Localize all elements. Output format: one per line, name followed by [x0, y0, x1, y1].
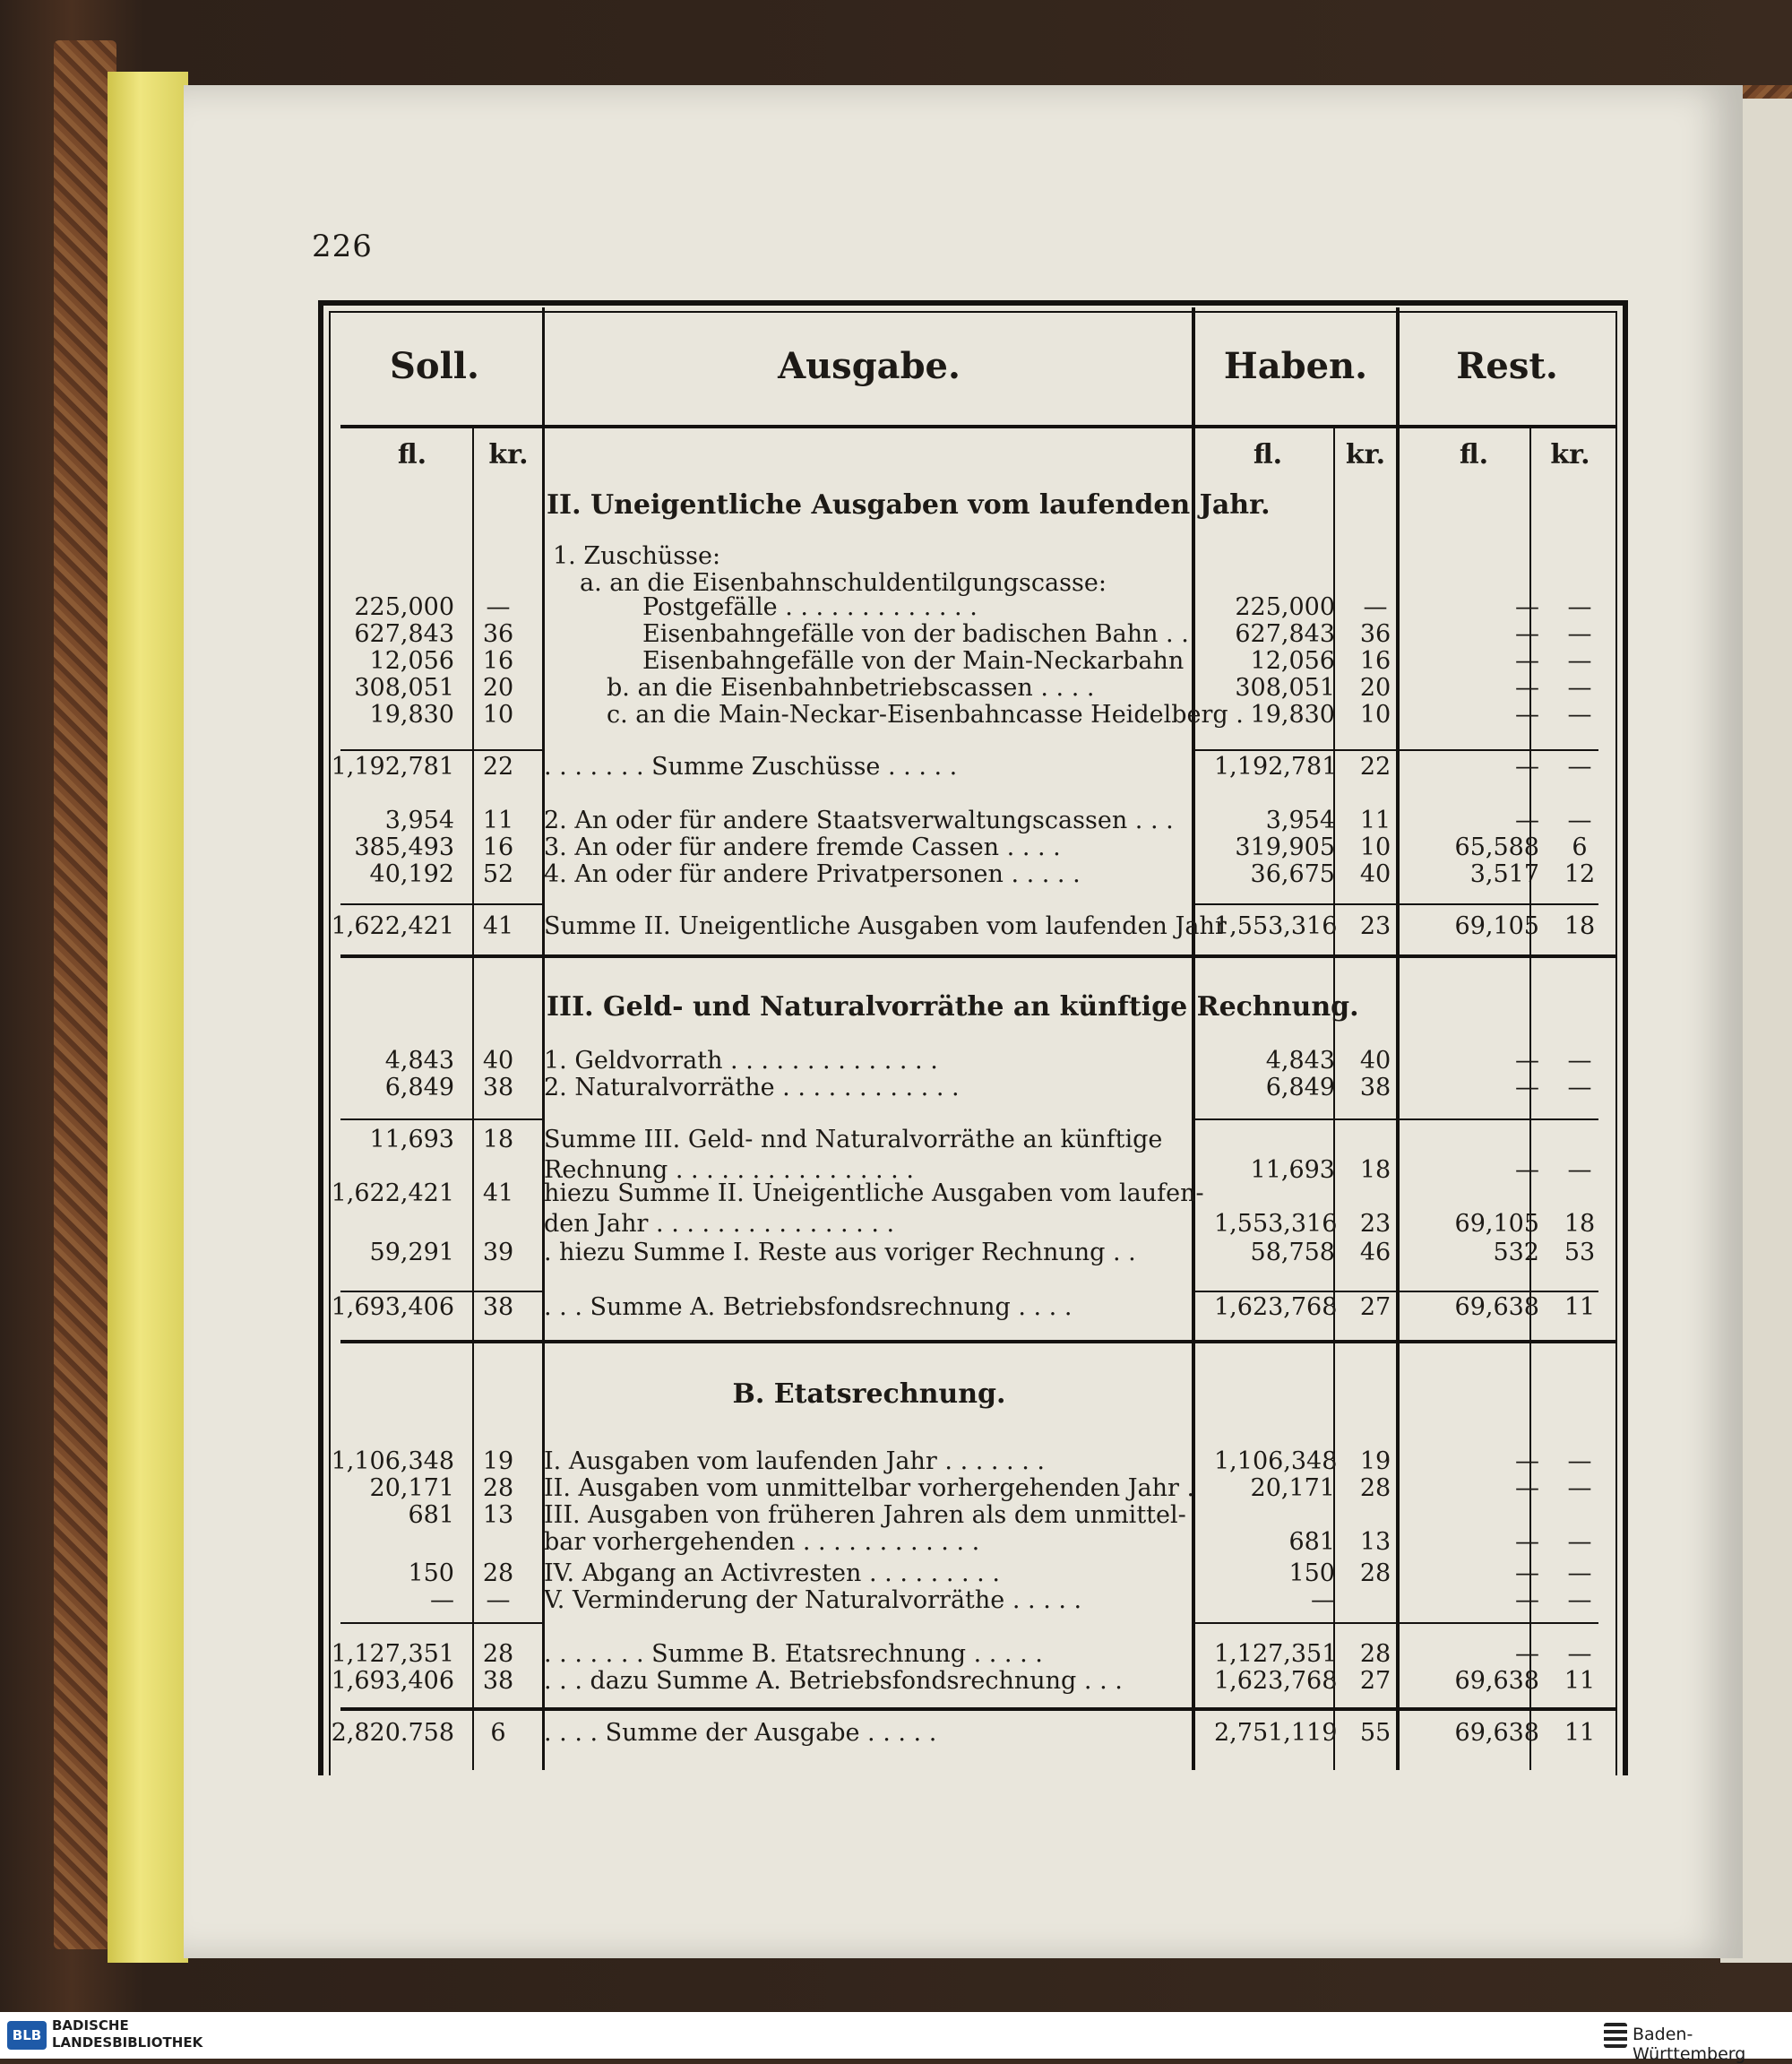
cell-soll-kr: 52 — [482, 860, 514, 888]
cell-soll-fl: 40,192 — [369, 860, 454, 888]
cell-rest-fl: — — [1515, 620, 1539, 648]
cell-row-description: I. Ausgaben vom laufenden Jahr . . . . . . . — [544, 1447, 1045, 1475]
cell-rest-kr: — — [1567, 753, 1592, 781]
cell-soll-fl: 1,622,421 — [331, 912, 454, 940]
cell-row-description: 1. Geldvorrath . . . . . . . . . . . . . . — [544, 1047, 938, 1075]
cell-soll-kr: 13 — [482, 1501, 514, 1529]
table-row — [318, 1447, 1626, 1476]
section-heading: B. Etatsrechnung. — [732, 1378, 1006, 1410]
cell-haben-fl: 20,171 — [1250, 1474, 1335, 1502]
cell-soll-kr: 36 — [482, 620, 514, 648]
cell-haben-fl: 12,056 — [1250, 647, 1335, 675]
cell-haben-fl: 4,843 — [1265, 1047, 1335, 1075]
cell-haben-fl: 1,553,316 — [1214, 1210, 1338, 1238]
cell-rest-fl: 532 — [1493, 1239, 1539, 1266]
cell-haben-fl: — — [1311, 1586, 1335, 1614]
table-row — [318, 1501, 1626, 1530]
cell-rest-fl: — — [1515, 1447, 1539, 1475]
cell-soll-kr: 39 — [482, 1239, 514, 1266]
cell-soll-fl: 1,192,781 — [331, 753, 454, 781]
cell-rest-kr: 11 — [1564, 1667, 1596, 1695]
cell-soll-kr: 28 — [482, 1474, 514, 1502]
cell-haben-kr: 28 — [1359, 1474, 1391, 1502]
cell-haben-kr: 16 — [1359, 647, 1391, 675]
header-rule — [340, 425, 1617, 428]
cell-haben-kr: 11 — [1359, 807, 1391, 834]
cell-row-description: Postgefälle . . . . . . . . . . . . . — [642, 593, 978, 621]
cell-row-description: 2. An oder für andere Staatsverwaltungscassen . . . — [544, 807, 1174, 834]
cell-soll-fl: 6,849 — [384, 1074, 454, 1101]
cell-soll-fl: 627,843 — [354, 620, 454, 648]
cell-haben-fl: 1,106,348 — [1214, 1447, 1338, 1475]
cell-haben-fl: 681 — [1288, 1528, 1335, 1556]
cell-haben-kr: 23 — [1359, 1210, 1391, 1238]
header-rest: Rest. — [1456, 345, 1558, 387]
cell-soll-kr: 38 — [482, 1667, 514, 1695]
cell-soll-fl: 19,830 — [369, 701, 454, 729]
header-rest-fl: fl. — [1459, 439, 1489, 471]
rule — [340, 903, 542, 905]
cell-haben-kr: 28 — [1359, 1640, 1391, 1668]
cell-row-description: IV. Abgang an Activresten . . . . . . . . . — [544, 1559, 1000, 1587]
cell-rest-fl: 3,517 — [1469, 860, 1539, 888]
header-soll-fl: fl. — [397, 439, 427, 471]
cell-rest-kr: 12 — [1564, 860, 1596, 888]
cell-soll-kr: 22 — [482, 753, 514, 781]
cell-rest-fl: 69,638 — [1454, 1667, 1539, 1695]
cell-soll-fl: — — [430, 1586, 454, 1614]
table-row — [318, 1640, 1626, 1669]
rule — [340, 954, 1617, 958]
cell-rest-kr: — — [1567, 1074, 1592, 1101]
cell-rest-fl: — — [1515, 1586, 1539, 1614]
header-haben: Haben. — [1223, 345, 1368, 387]
header-ausgabe: Ausgabe. — [778, 345, 961, 387]
cell-soll-fl: 1,127,351 — [331, 1640, 454, 1668]
cell-rest-kr: — — [1567, 1474, 1592, 1502]
cell-haben-fl: 225,000 — [1235, 593, 1335, 621]
cell-rest-kr: 11 — [1564, 1719, 1596, 1747]
blb-library-name — [52, 2017, 202, 2051]
cell-haben-fl: 1,623,768 — [1214, 1293, 1338, 1321]
table-row — [318, 1179, 1626, 1208]
cell-soll-kr: 20 — [482, 674, 514, 702]
blb-name-line-2: LANDESBIBLIOTHEK — [52, 2034, 203, 2051]
cell-soll-kr: 38 — [482, 1074, 514, 1101]
cell-rest-fl: — — [1515, 674, 1539, 702]
cell-rest-fl: — — [1515, 1528, 1539, 1556]
cell-row-description: Eisenbahngefälle von der badischen Bahn . . — [642, 620, 1189, 648]
cell-haben-fl: 11,693 — [1250, 1156, 1335, 1184]
cell-haben-fl: 19,830 — [1250, 701, 1335, 729]
table-row — [318, 912, 1626, 941]
cell-haben-kr: 23 — [1359, 912, 1391, 940]
cell-row-description: b. an die Eisenbahnbetriebscassen . . . . — [607, 674, 1095, 702]
table-row — [318, 620, 1626, 649]
cell-rest-kr: 11 — [1564, 1293, 1596, 1321]
table-row — [318, 1210, 1626, 1239]
cell-soll-kr: 41 — [482, 912, 514, 940]
cell-soll-kr: 28 — [482, 1559, 514, 1587]
table-row — [318, 1126, 1626, 1154]
rule — [340, 1622, 542, 1624]
cell-rest-fl: — — [1515, 1047, 1539, 1075]
cell-soll-kr: 16 — [482, 647, 514, 675]
rule — [1195, 1118, 1598, 1120]
cell-row-description: hiezu Summe II. Uneigentliche Ausgaben vom laufen- — [544, 1179, 1204, 1207]
table-row — [318, 1559, 1626, 1588]
cell-haben-kr: 27 — [1359, 1293, 1391, 1321]
cell-soll-fl: 20,171 — [369, 1474, 454, 1502]
rule — [340, 1118, 542, 1120]
cell-soll-kr: 40 — [482, 1047, 514, 1075]
cell-soll-kr: — — [486, 593, 511, 621]
rule — [1195, 1622, 1598, 1624]
table-row — [318, 1047, 1626, 1075]
table-row — [318, 593, 1626, 622]
cell-soll-fl: 3,954 — [384, 807, 454, 834]
cell-rest-kr: — — [1567, 1156, 1592, 1184]
cell-haben-kr: 10 — [1359, 833, 1391, 861]
section-heading-row — [318, 491, 1626, 520]
cell-haben-fl: 319,905 — [1235, 833, 1335, 861]
table-row — [318, 674, 1626, 703]
cell-haben-fl: 58,758 — [1250, 1239, 1335, 1266]
cell-row-description: . . . Summe A. Betriebsfondsrechnung . . . . — [544, 1293, 1073, 1321]
cell-rest-fl: — — [1515, 1640, 1539, 1668]
cell-rest-kr: — — [1567, 593, 1592, 621]
footer-bar — [0, 2012, 1792, 2064]
table-row — [318, 647, 1626, 676]
cell-haben-fl: 2,751,119 — [1214, 1719, 1338, 1747]
cell-soll-fl: 4,843 — [384, 1047, 454, 1075]
cell-row-description: bar vorhergehenden . . . . . . . . . . . . — [544, 1528, 980, 1556]
row-description: a. an die Eisenbahnschuldentilgungscasse: — [580, 569, 1107, 597]
cell-haben-fl: 6,849 — [1265, 1074, 1335, 1101]
header-soll-kr: kr. — [488, 439, 529, 471]
cell-soll-fl: 385,493 — [354, 833, 454, 861]
cell-haben-fl: 1,127,351 — [1214, 1640, 1338, 1668]
cell-soll-kr: 38 — [482, 1293, 514, 1321]
cell-soll-kr: 6 — [490, 1719, 506, 1747]
cell-soll-kr: 11 — [482, 807, 514, 834]
cell-soll-fl: 308,051 — [354, 674, 454, 702]
cell-haben-fl: 1,623,768 — [1214, 1667, 1338, 1695]
cell-haben-kr: 40 — [1359, 1047, 1391, 1075]
cell-rest-fl: 69,638 — [1454, 1719, 1539, 1747]
section-heading: II. Uneigentliche Ausgaben vom laufenden Jahr. — [547, 489, 1271, 521]
row-description: 1. Zuschüsse: — [553, 542, 721, 570]
cell-soll-fl: 150 — [408, 1559, 454, 1587]
header-haben-kr: kr. — [1345, 439, 1386, 471]
cell-rest-kr: — — [1567, 647, 1592, 675]
cell-rest-kr: — — [1567, 1559, 1592, 1587]
cell-row-description: . . . dazu Summe A. Betriebsfondsrechnung . . . — [544, 1667, 1123, 1695]
cell-haben-kr: 19 — [1359, 1447, 1391, 1475]
header-soll: Soll. — [390, 345, 479, 387]
cell-rest-kr: — — [1567, 1586, 1592, 1614]
cell-haben-fl: 3,954 — [1265, 807, 1335, 834]
cell-rest-kr: 18 — [1564, 912, 1596, 940]
cell-haben-kr: 18 — [1359, 1156, 1391, 1184]
table-row — [318, 833, 1626, 862]
cell-soll-fl: 12,056 — [369, 647, 454, 675]
cell-rest-kr: 53 — [1564, 1239, 1596, 1266]
cell-soll-fl: 11,693 — [369, 1126, 454, 1153]
cell-row-description: 3. An oder für andere fremde Cassen . . . . — [544, 833, 1061, 861]
rule — [340, 1291, 542, 1292]
cell-row-description: Summe II. Uneigentliche Ausgaben vom laufenden Jahr — [544, 912, 1227, 940]
cell-haben-kr: — — [1363, 593, 1388, 621]
cell-rest-fl: — — [1515, 753, 1539, 781]
cell-row-description: Summe III. Geld- nnd Naturalvorräthe an künftige — [544, 1126, 1163, 1153]
table-row — [318, 753, 1626, 782]
table-row — [318, 1074, 1626, 1102]
cell-soll-fl: 1,693,406 — [331, 1667, 454, 1695]
cell-haben-kr: 36 — [1359, 620, 1391, 648]
blb-name-line-1: BADISCHE — [52, 2017, 129, 2034]
cell-haben-kr: 28 — [1359, 1559, 1391, 1587]
cell-soll-kr: 19 — [482, 1447, 514, 1475]
table-row — [318, 1667, 1626, 1696]
cell-soll-kr: 16 — [482, 833, 514, 861]
cell-soll-kr: 18 — [482, 1126, 514, 1153]
cell-rest-fl: — — [1515, 647, 1539, 675]
cell-row-description: . . . . . . . Summe B. Etatsrechnung . . . . . — [544, 1640, 1043, 1668]
cell-haben-kr: 38 — [1359, 1074, 1391, 1101]
page-edge — [108, 72, 188, 1963]
cell-haben-kr: 40 — [1359, 860, 1391, 888]
table-row — [318, 860, 1626, 889]
bw-label: Baden-Württemberg — [1633, 2025, 1746, 2064]
page-number: 226 — [312, 229, 373, 264]
table-row — [318, 1719, 1626, 1748]
cell-row-description: III. Ausgaben von früheren Jahren als dem unmittel- — [544, 1501, 1186, 1529]
cell-rest-kr: — — [1567, 674, 1592, 702]
cell-rest-kr: 6 — [1572, 833, 1588, 861]
cell-rest-fl: 69,105 — [1454, 1210, 1539, 1238]
table-row — [318, 1239, 1626, 1267]
cell-rest-kr: — — [1567, 1528, 1592, 1556]
cell-row-description: 4. An oder für andere Privatpersonen . . . . . — [544, 860, 1081, 888]
cell-haben-kr: 55 — [1359, 1719, 1391, 1747]
cell-soll-kr: 10 — [482, 701, 514, 729]
cell-row-description: . hiezu Summe I. Reste aus voriger Rechnung . . — [544, 1239, 1136, 1266]
cell-rest-fl: — — [1515, 593, 1539, 621]
cell-rest-fl: — — [1515, 1559, 1539, 1587]
cell-row-description: 2. Naturalvorräthe . . . . . . . . . . . . — [544, 1074, 960, 1101]
cell-rest-fl: — — [1515, 807, 1539, 834]
cell-rest-kr: — — [1567, 1047, 1592, 1075]
rule — [340, 1340, 1617, 1343]
cell-soll-fl: 59,291 — [369, 1239, 454, 1266]
cell-haben-fl: 308,051 — [1235, 674, 1335, 702]
header-haben-fl: fl. — [1253, 439, 1283, 471]
cell-haben-kr: 27 — [1359, 1667, 1391, 1695]
cell-rest-kr: — — [1567, 620, 1592, 648]
cell-haben-kr: 13 — [1359, 1528, 1391, 1556]
cell-rest-kr: — — [1567, 1640, 1592, 1668]
cell-row-description: Eisenbahngefälle von der Main-Neckarbahn — [642, 647, 1185, 675]
section-heading-row — [318, 993, 1626, 1022]
cell-soll-fl: 2,820.758 — [331, 1719, 454, 1747]
cell-row-description: V. Verminderung der Naturalvorräthe . . . . . — [544, 1586, 1082, 1614]
cell-row-description: . . . . Summe der Ausgabe . . . . . — [544, 1719, 937, 1747]
section-heading: III. Geld- und Naturalvorräthe an künftige Rechnung. — [547, 991, 1359, 1023]
bw-coat-of-arms-icon — [1604, 2023, 1627, 2048]
table-row — [318, 542, 1626, 571]
cell-soll-fl: 225,000 — [354, 593, 454, 621]
cell-rest-fl: — — [1515, 1474, 1539, 1502]
cell-rest-kr: — — [1567, 1447, 1592, 1475]
cell-haben-fl: 36,675 — [1250, 860, 1335, 888]
table-row — [318, 1293, 1626, 1322]
table-row — [318, 701, 1626, 730]
cell-row-description: den Jahr . . . . . . . . . . . . . . . . — [544, 1210, 895, 1238]
cell-rest-kr: 18 — [1564, 1210, 1596, 1238]
cell-haben-fl: 150 — [1288, 1559, 1335, 1587]
cell-row-description: II. Ausgaben vom unmittelbar vorhergehenden Jahr . — [544, 1474, 1195, 1502]
cell-soll-kr: 28 — [482, 1640, 514, 1668]
header-rest-kr: kr. — [1550, 439, 1590, 471]
table-row — [318, 807, 1626, 835]
cell-haben-fl: 1,553,316 — [1214, 912, 1338, 940]
table-row — [318, 1528, 1626, 1557]
cell-row-description: . . . . . . . Summe Zuschüsse . . . . . — [544, 753, 958, 781]
cell-haben-fl: 627,843 — [1235, 620, 1335, 648]
cell-soll-kr: 41 — [482, 1179, 514, 1207]
rule — [340, 749, 542, 751]
cell-haben-kr: 10 — [1359, 701, 1391, 729]
cell-rest-fl: 65,588 — [1454, 833, 1539, 861]
cell-rest-fl: — — [1515, 1156, 1539, 1184]
cell-rest-kr: — — [1567, 701, 1592, 729]
cell-haben-kr: 20 — [1359, 674, 1391, 702]
cell-rest-kr: — — [1567, 807, 1592, 834]
blb-logo-icon: BLB — [7, 2021, 47, 2050]
cell-soll-fl: 681 — [408, 1501, 454, 1529]
cell-rest-fl: — — [1515, 701, 1539, 729]
rule — [1195, 903, 1598, 905]
rule — [1195, 749, 1598, 751]
cell-haben-fl: 1,192,781 — [1214, 753, 1338, 781]
cell-haben-kr: 22 — [1359, 753, 1391, 781]
cell-soll-fl: 1,622,421 — [331, 1179, 454, 1207]
cell-row-description: Rechnung . . . . . . . . . . . . . . . . — [544, 1156, 914, 1184]
cell-rest-fl: 69,105 — [1454, 912, 1539, 940]
section-heading-row — [318, 1380, 1626, 1409]
cell-rest-fl: — — [1515, 1074, 1539, 1101]
cell-rest-fl: 69,638 — [1454, 1293, 1539, 1321]
cell-soll-fl: 1,106,348 — [331, 1447, 454, 1475]
cell-soll-kr: — — [486, 1586, 511, 1614]
rule — [1195, 1291, 1598, 1292]
rule — [340, 1707, 1617, 1711]
cell-row-description: c. an die Main-Neckar-Eisenbahncasse Heidelberg . — [607, 701, 1244, 729]
table-row — [318, 1586, 1626, 1615]
table-row — [318, 1474, 1626, 1503]
cell-haben-kr: 46 — [1359, 1239, 1391, 1266]
cell-soll-fl: 1,693,406 — [331, 1293, 454, 1321]
